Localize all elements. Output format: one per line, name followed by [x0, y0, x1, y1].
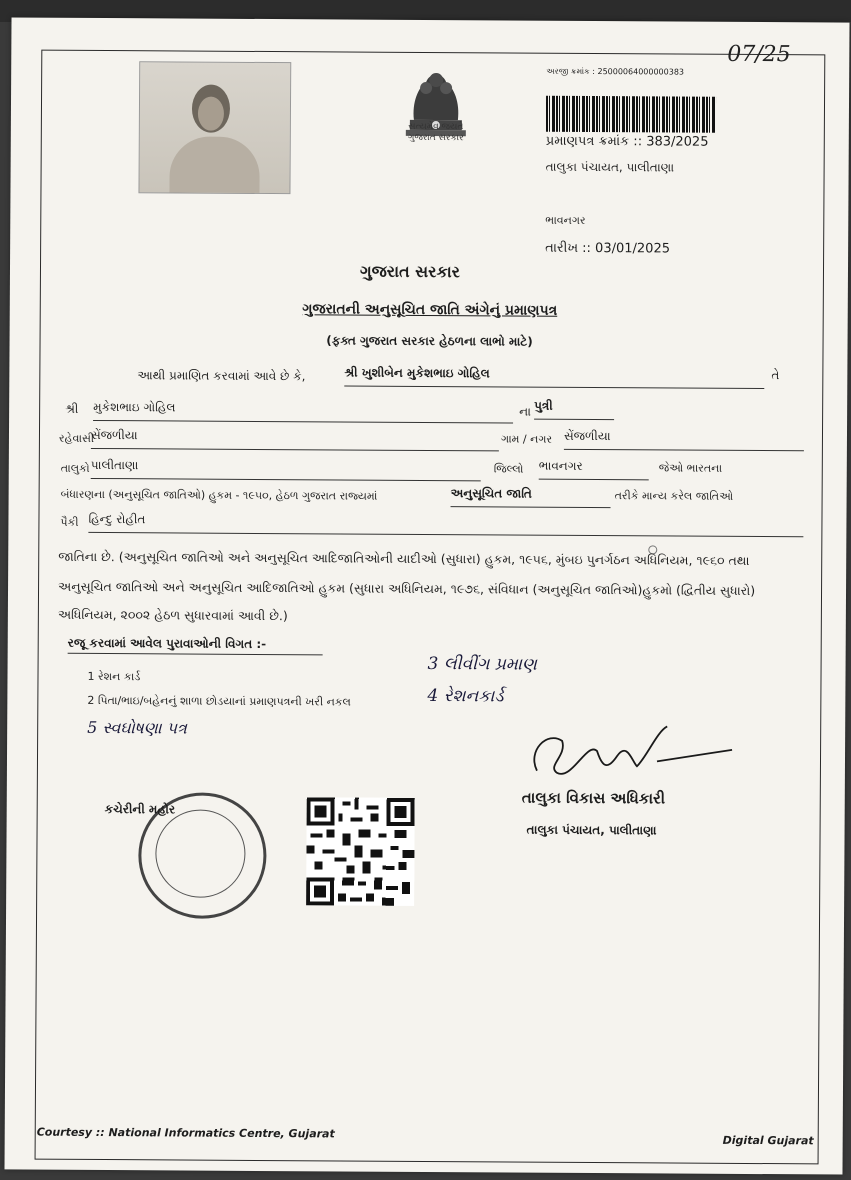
footer-courtesy: Courtesy :: National Informatics Centre, Gujarat	[36, 1125, 335, 1141]
who-india-text: જેઓ ભારતના	[658, 461, 723, 475]
certify-text: આથી પ્રમાણિત કરવામાં આવે છે કે,	[137, 368, 306, 384]
subcaste-prefix: પૈકી	[60, 515, 79, 529]
footer-digital-gujarat: Digital Gujarat	[722, 1133, 814, 1148]
handwritten-evidence-4: 4 રેશનકાર્ડ	[427, 686, 504, 707]
certificate-subtitle: (ફક્ત ગુજરાત સરકાર હેઠળના લાભો માટે)	[326, 333, 533, 349]
relation: પુત્રી	[534, 399, 614, 420]
village-value: સેંજળીયા	[564, 429, 804, 451]
evidence-item-1: 1 રેશન કાર્ડ	[87, 669, 141, 684]
father-name: મુકેશભાઇ ગોહિલ	[93, 400, 513, 424]
officer-designation: તાલુકા વિકાસ અધિકારી	[521, 788, 666, 808]
village-label: ગામ / નગર	[500, 432, 553, 446]
legal-paragraph-line-3: અધિનિયમ, ૨૦૦૨ હેઠળ સુધારવામાં આવી છે.)	[57, 606, 288, 624]
emblem-caption-2: ગુજરાત સરકાર	[407, 132, 464, 144]
taluka-label: તાલુકો	[60, 461, 90, 475]
resident-value: સેંજળીયા	[91, 428, 499, 451]
issuing-district: ભાવનગર	[545, 213, 586, 227]
te-word: તે	[771, 368, 780, 383]
subcaste-value: હિન્દુ રોહીત	[88, 512, 803, 537]
emblem-caption-1: સત્યમેવ જયતે	[408, 121, 464, 133]
certificate-paper	[4, 17, 849, 1174]
issue-date: તારીખ :: 03/01/2025	[545, 240, 671, 257]
handwritten-evidence-3: 3 લીવીંગ પ્રમાણ	[427, 654, 537, 675]
constitution-text: બંધારણના (અનુસૂચિત જાતિઓ) હુકમ - ૧૯૫૦, હેઠળ ગુજરાત રાજ્યમાં	[60, 487, 378, 503]
certificate-number: પ્રમાણપત્ર ક્રમાંક :: 383/2025	[545, 133, 709, 150]
na-word: ના	[519, 404, 532, 419]
taluka-value: પાલીતાણા	[91, 458, 481, 481]
certificate-title: ગુજરાતની અનુસૂચિત જાતિ અંગેનું પ્રમાણપત્ર	[302, 301, 558, 319]
application-number: અરજી ક્રમાંક : 25000064000000383	[546, 66, 685, 77]
government-title: ગુજરાત સરકાર	[359, 261, 460, 282]
handwritten-serial: 07/25	[727, 41, 791, 68]
qr-code	[306, 797, 415, 906]
district-label: જિલ્લો	[493, 462, 524, 476]
evidence-item-2: 2 પિતા/ભાઇ/બહેનનું શાળા છોડયાનાં પ્રમાણપત્રની ખરી નકલ	[87, 693, 351, 709]
applicant-name: શ્રી ખુશીબેન મુકેશભાઇ ગોહિલ	[344, 365, 764, 389]
officer-signature	[507, 710, 737, 791]
district-value: ભાવનગર	[539, 459, 649, 481]
issuing-office: તાલુકા પંચાયત, પાલીતાણા	[545, 159, 675, 175]
legal-paragraph-line-1: જાતિના છે. (અનુસૂચિત જાતિઓ અને અનુસૂચિત આદિજાતિઓની યાદીઓ (સુધારા) હુકમ, ૧૯૫૬, મુંબઇ પુનર્ગઠન અધિનિયમ, ૧૯૬૦ તથા	[58, 548, 750, 568]
category-value: અનુસૂચિત જાતિ	[451, 486, 611, 508]
recognized-text: તરીકે માન્ય કરેલ જાતિઓ	[614, 489, 734, 503]
handwritten-evidence-5: 5 સ્વઘોષણા પત્ર	[87, 717, 187, 738]
officer-office: તાલુકા પંચાયત, પાલીતાણા	[526, 822, 657, 838]
applicant-photo	[138, 61, 291, 194]
resident-label: રહેવાસી	[58, 431, 95, 445]
shri-prefix: શ્રી	[65, 401, 79, 416]
legal-paragraph-line-2: અનુસૂચિત જાતિઓ અને અનુસૂચિત આદિજાતિઓ હુકમ (સુધારા અધિનિયમ, ૧૯૭૬, સંવિધાન (અનુસૂચિત જાતિઓ)હુકમો (દ્વિતીય સુધારો)	[58, 578, 756, 599]
barcode	[546, 96, 716, 133]
office-stamp-label: કચેરીની મહોર	[104, 802, 176, 817]
evidence-heading: રજૂ કરવામાં આવેલ પુરાવાઓની વિગત :-	[68, 636, 323, 656]
